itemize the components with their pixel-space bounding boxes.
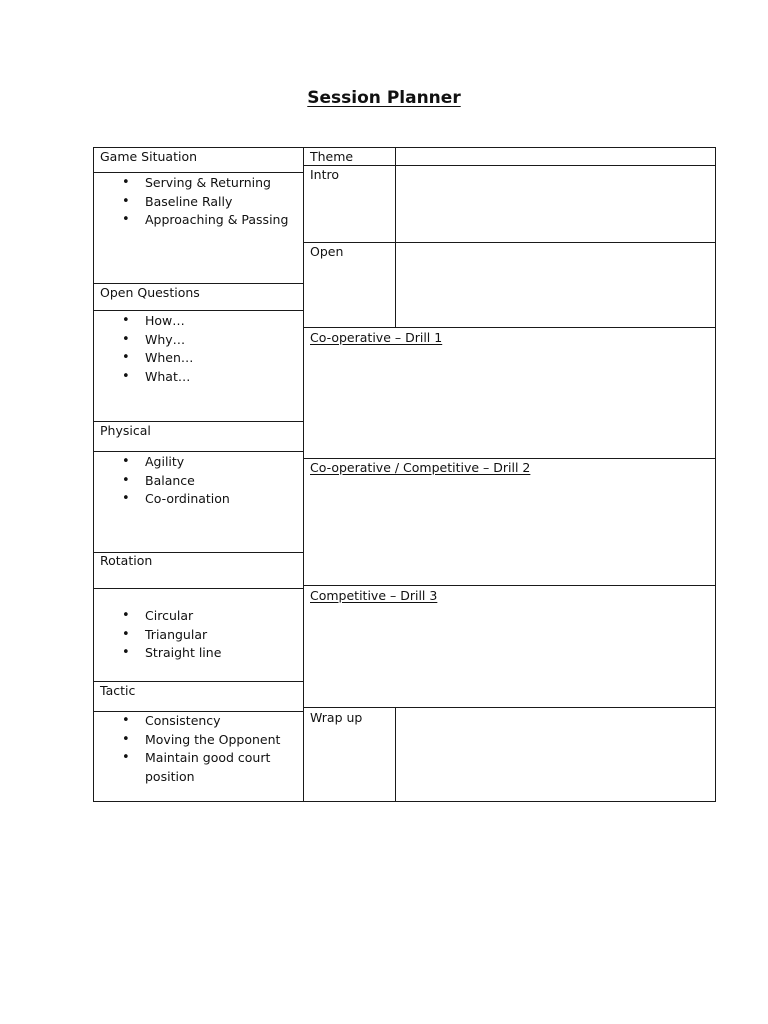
list-item: • When…: [120, 349, 193, 368]
column-divider: [303, 147, 304, 802]
theme-label: Theme: [310, 149, 354, 164]
right-divider: [303, 707, 716, 708]
left-divider: [93, 310, 304, 311]
list-item: • Why…: [120, 331, 193, 350]
left-divider: [93, 588, 304, 589]
list-item: • Agility: [120, 453, 230, 472]
right-divider: [303, 585, 716, 586]
drill-2-label: Co-operative / Competitive – Drill 2: [310, 460, 531, 475]
left-divider: [93, 451, 304, 452]
open-questions-label: Open Questions: [100, 285, 200, 300]
game-situation-label: Game Situation: [100, 149, 198, 164]
drill-3-label: Competitive – Drill 3: [310, 588, 438, 603]
left-divider: [93, 681, 304, 682]
open-questions-list: [120, 312, 193, 386]
rotation-label: Rotation: [100, 553, 153, 568]
tactic-label: Tactic: [100, 683, 136, 698]
open-label: Open: [310, 244, 344, 259]
page-title: Session Planner: [307, 88, 461, 108]
drill-1-label: Co-operative – Drill 1: [310, 330, 443, 345]
table-border-bottom: [93, 801, 716, 802]
right-divider: [303, 327, 716, 328]
list-item: • What…: [120, 368, 193, 387]
left-divider: [93, 421, 304, 422]
list-item: • Baseline Rally: [120, 193, 288, 212]
label-column-divider-top: [395, 147, 396, 328]
table-border-top: [93, 147, 716, 148]
list-item: • Approaching & Passing: [120, 211, 288, 230]
table-border-right: [715, 147, 716, 802]
list-item: • Serving & Returning: [120, 174, 288, 193]
list-item: • How…: [120, 312, 193, 331]
intro-label: Intro: [310, 167, 340, 182]
list-item: • Consistency: [120, 712, 300, 731]
list-item: • Moving the Opponent: [120, 731, 300, 750]
physical-list: [120, 453, 230, 509]
label-column-divider-wrap: [395, 707, 396, 802]
tactic-list: [120, 712, 300, 786]
left-divider: [93, 283, 304, 284]
table-border-left: [93, 147, 94, 802]
list-item: • Balance: [120, 472, 230, 491]
list-item: • Circular: [120, 607, 221, 626]
list-item: • Maintain good court position: [120, 749, 295, 786]
list-item: • Co-ordination: [120, 490, 230, 509]
physical-label: Physical: [100, 423, 151, 438]
right-divider: [303, 165, 716, 166]
rotation-list: [120, 607, 221, 663]
list-item: • Triangular: [120, 626, 221, 645]
wrap-up-label: Wrap up: [310, 710, 363, 725]
left-divider: [93, 172, 304, 173]
right-divider: [303, 242, 716, 243]
list-item: • Straight line: [120, 644, 221, 663]
right-divider: [303, 458, 716, 459]
game-situation-list: [120, 174, 288, 230]
